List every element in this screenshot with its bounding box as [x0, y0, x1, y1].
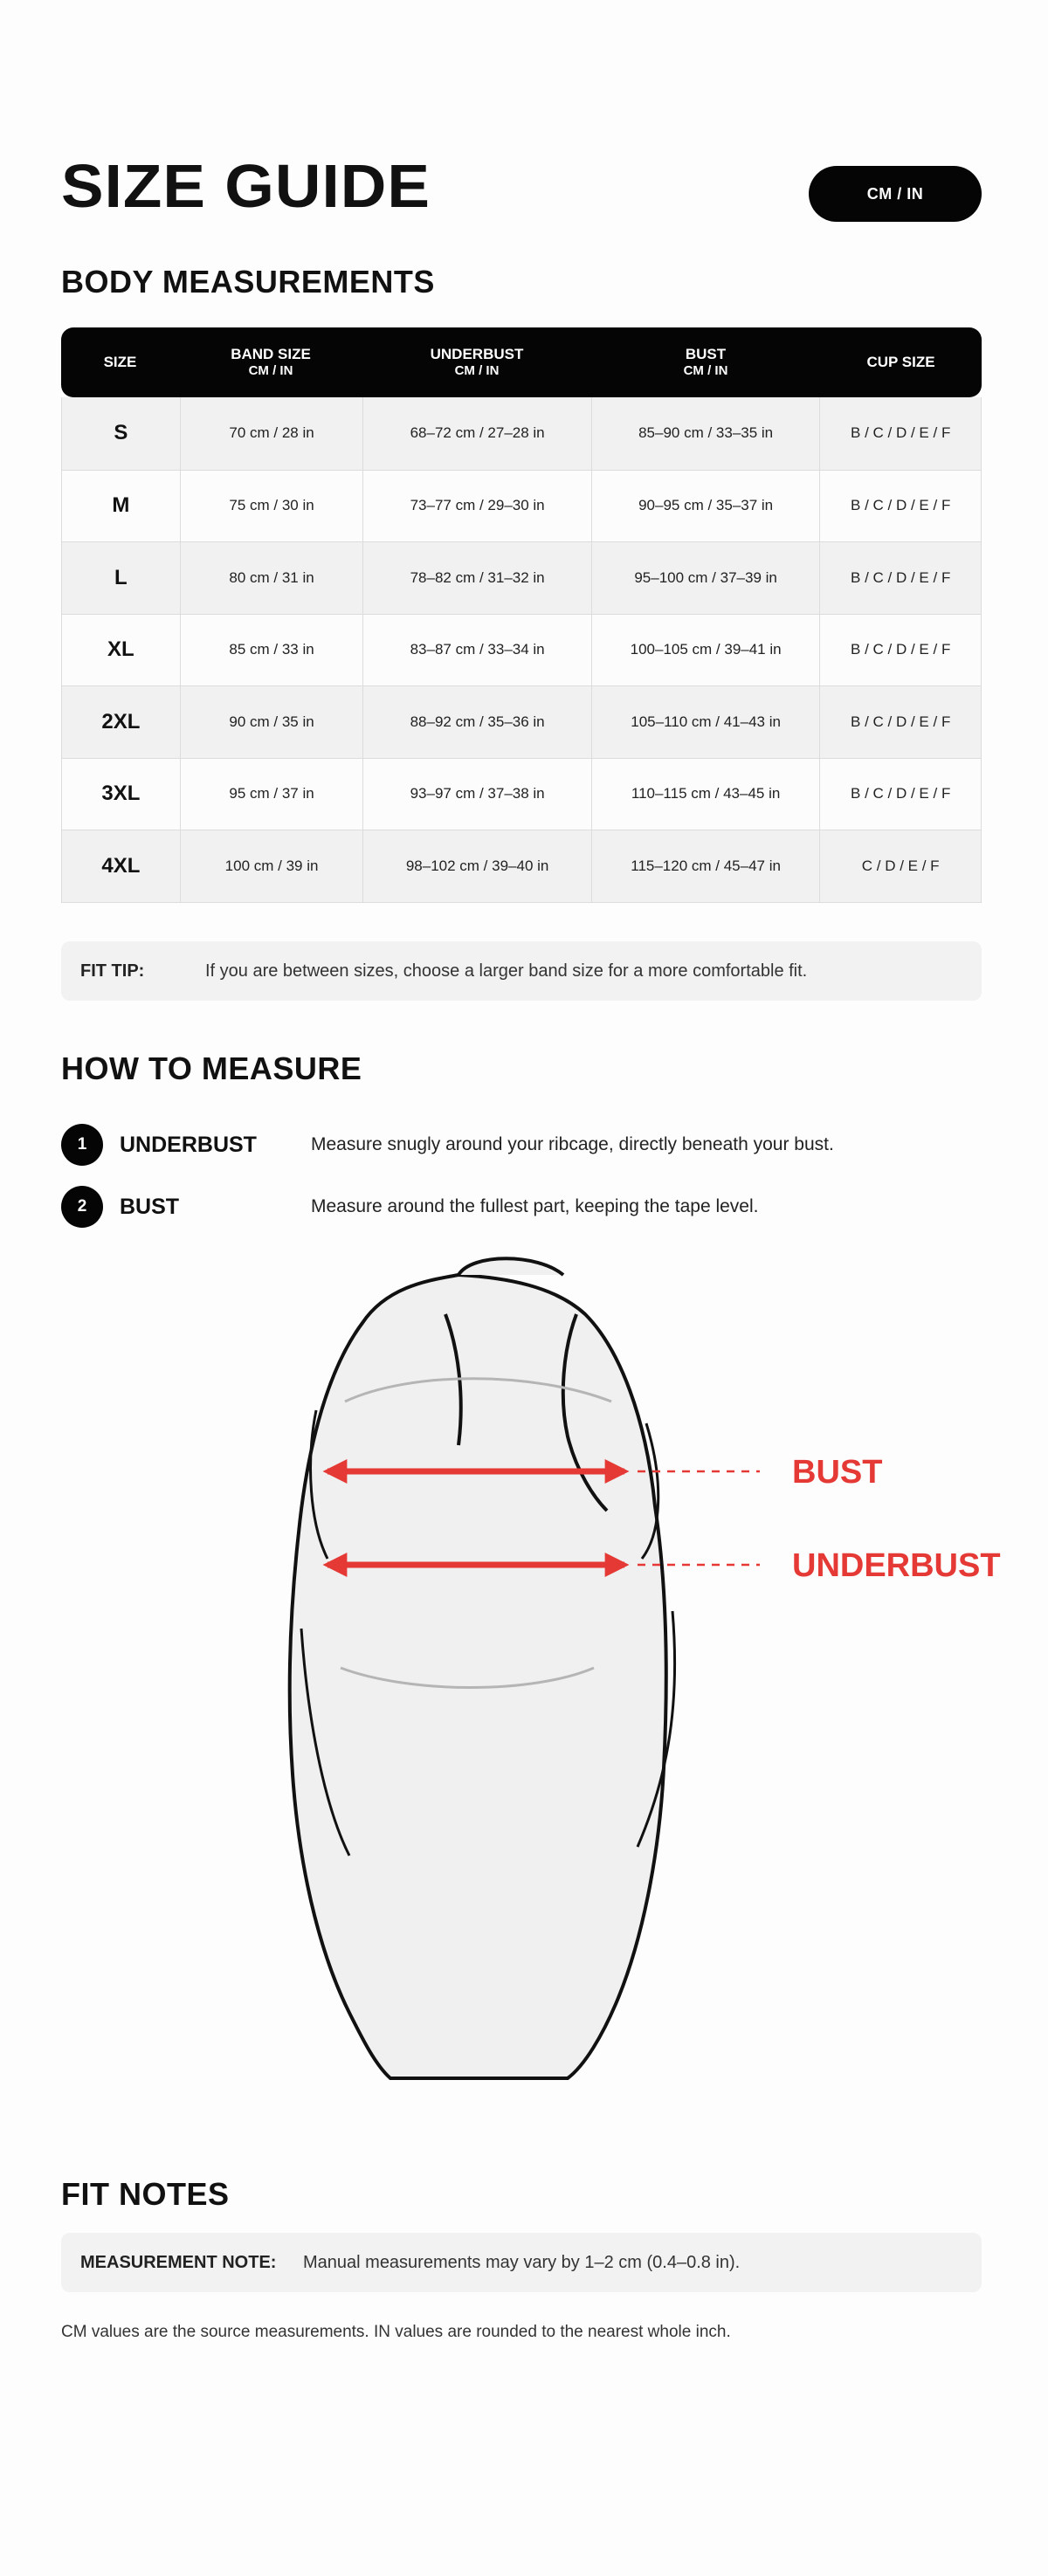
band-size-cell: 75 cm / 30 in [180, 471, 363, 542]
band-size-cell: 90 cm / 35 in [180, 686, 363, 758]
column-header-size [61, 327, 179, 397]
unit-toggle-button[interactable]: CM / IN [809, 166, 982, 222]
measurement-note-box [61, 2233, 982, 2292]
bust-diagram-label: BUST [792, 1454, 883, 1491]
band-size-cell: 80 cm / 31 in [180, 542, 363, 614]
size-cell: 4XL [101, 853, 141, 878]
step-description: Measure around the fullest part, keeping the tape level. [311, 1196, 759, 1216]
how-to-measure-heading: HOW TO MEASURE [61, 1050, 362, 1086]
cup-size-cell: C / D / E / F [819, 830, 981, 902]
underbust-cell: 83–87 cm / 33–34 in [362, 615, 591, 686]
band-size-cell: 70 cm / 28 in [180, 397, 363, 470]
size-cell: XL [107, 637, 134, 662]
size-table [61, 327, 982, 903]
step-number-badge: 1 [61, 1124, 103, 1166]
size-cell: 2XL [101, 709, 141, 734]
underbust-cell: 73–77 cm / 29–30 in [362, 471, 591, 542]
table-row [62, 685, 981, 758]
underbust-cell: 68–72 cm / 27–28 in [362, 397, 591, 470]
bust-cell: 115–120 cm / 45–47 in [591, 830, 820, 902]
column-header-cup-size [820, 327, 982, 397]
table-row [62, 830, 981, 902]
fit-tip-text: If you are between sizes, choose a larger band size for a more comfortable fit. [205, 961, 808, 981]
band-size-cell: 100 cm / 39 in [180, 830, 363, 902]
underbust-diagram-label: UNDERBUST [792, 1547, 1001, 1584]
column-header-band-size [179, 327, 362, 397]
column-header-unit: CM / IN [248, 363, 293, 379]
table-row [62, 470, 981, 542]
band-size-cell: 95 cm / 37 in [180, 759, 363, 830]
bust-cell: 100–105 cm / 39–41 in [591, 615, 820, 686]
measure-step-bust [61, 1185, 759, 1229]
table-row [62, 614, 981, 686]
measure-step-underbust [61, 1123, 834, 1167]
underbust-cell: 88–92 cm / 35–36 in [362, 686, 591, 758]
table-body [61, 397, 982, 903]
cup-size-cell: B / C / D / E / F [819, 686, 981, 758]
column-header-label: BAND SIZE [231, 345, 311, 362]
column-header-bust [591, 327, 820, 397]
underbust-cell: 78–82 cm / 31–32 in [362, 542, 591, 614]
column-header-unit: CM / IN [683, 363, 728, 379]
column-header-label: BUST [685, 345, 727, 362]
bust-cell: 95–100 cm / 37–39 in [591, 542, 820, 614]
body-measurements-heading: BODY MEASUREMENTS [61, 264, 435, 300]
band-size-cell: 85 cm / 33 in [180, 615, 363, 686]
underbust-cell: 93–97 cm / 37–38 in [362, 759, 591, 830]
table-row [62, 758, 981, 830]
size-cell: S [114, 421, 128, 445]
cup-size-cell: B / C / D / E / F [819, 759, 981, 830]
column-header-label: UNDERBUST [430, 345, 524, 362]
page-title: SIZE GUIDE [61, 152, 431, 220]
column-header-label: CUP SIZE [866, 353, 935, 370]
step-name: BUST [120, 1194, 180, 1219]
measurement-diagram [61, 1244, 1048, 2100]
underbust-cell: 98–102 cm / 39–40 in [362, 830, 591, 902]
bust-cell: 110–115 cm / 43–45 in [591, 759, 820, 830]
cup-size-cell: B / C / D / E / F [819, 615, 981, 686]
footer-note: CM values are the source measurements. IN values are rounded to the nearest whole inch. [61, 2323, 731, 2341]
table-row [62, 397, 981, 470]
size-cell: M [112, 493, 130, 518]
table-header [61, 327, 982, 397]
bust-cell: 85–90 cm / 33–35 in [591, 397, 820, 470]
size-cell: 3XL [101, 782, 141, 806]
column-header-unit: CM / IN [454, 363, 500, 379]
size-cell: L [114, 565, 128, 589]
cup-size-cell: B / C / D / E / F [819, 542, 981, 614]
step-description: Measure snugly around your ribcage, directly beneath your bust. [311, 1134, 834, 1154]
column-header-label: SIZE [103, 353, 137, 370]
step-number-badge: 2 [61, 1186, 103, 1228]
cup-size-cell: B / C / D / E / F [819, 397, 981, 470]
fit-tip-box [61, 941, 982, 1001]
step-name: UNDERBUST [120, 1132, 257, 1157]
measurement-note-text: Manual measurements may vary by 1–2 cm (0.4–0.8 in). [303, 2252, 741, 2272]
cup-size-cell: B / C / D / E / F [819, 471, 981, 542]
measurement-note-label: MEASUREMENT NOTE: [80, 2252, 277, 2272]
column-header-underbust [362, 327, 591, 397]
bust-cell: 105–110 cm / 41–43 in [591, 686, 820, 758]
table-row [62, 541, 981, 614]
bust-cell: 90–95 cm / 35–37 in [591, 471, 820, 542]
torso-outline-icon [290, 1258, 675, 2078]
fit-tip-label: FIT TIP: [80, 961, 145, 981]
fit-notes-heading: FIT NOTES [61, 2176, 230, 2212]
